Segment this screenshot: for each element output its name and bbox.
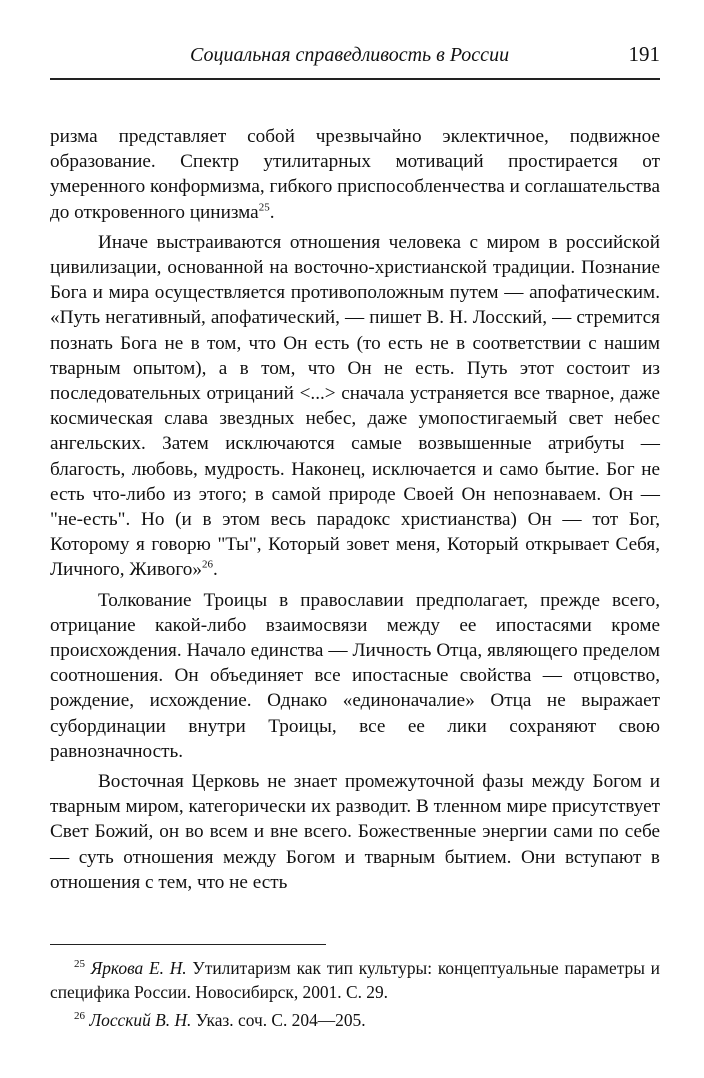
- page-header: [50, 38, 660, 82]
- paragraph-1: ризма представляет собой чрезвычайно эклектичное, подвижное образование. Спектр утилитарных мотиваций простирается от умеренного конформизма, гибкого приспособленчества и соглашательства до откровенного цинизма$^{25}$.: [50, 126, 660, 223]
- body-text: [50, 124, 660, 895]
- footnote-26: [50, 1008, 660, 1032]
- footnote-number: 26: [74, 1010, 85, 1023]
- footnote-text: Указ. соч. С. 204—205.: [195, 1010, 366, 1030]
- paragraph-4: Восточная Церковь не знает промежуточной фазы между Богом и тварным миром, категорически их разводит. В тленном мире присутствует Свет Божий, он во всем и вне всего. Божественные энергии сами по себе — суть отношения между Богом и тварным бытием. Они вступают в отношения с тем, что не есть: [50, 771, 660, 893]
- footnote-divider: [50, 944, 326, 945]
- footnotes: [50, 956, 660, 1036]
- header-divider: [50, 78, 660, 80]
- footnote-ref-26[interactable]: 26: [201, 559, 213, 572]
- paragraph-3: Толкование Троицы в православии предполагает, прежде всего, отрицание какой-либо взаимосвязи между ее ипостасями кроме происхождения. Начало единства — Личность Отца, являющего пределом соотношения. Он объединяет все ипостасные свойства — отцовство, рождение, исхождение. Однако «единоначалие» Отца не выражает субординации внутри Троицы, все ее лики сохраняют свою равнозначность.: [50, 589, 660, 762]
- footnote-25: [50, 956, 660, 1004]
- paragraph-2: Иначе выстраиваются отношения человека с миром в российской цивилизации, основанной на восточно-христианской традиции. Познание Бога и мира осуществляется противоположным путем — апофатическим. «Путь негативный, апофатический, — пишет В. Н. Лосский, — стремится познать Бога не в том, что Он есть (то есть не в соответствии с нашим тварным опытом), а в том, что Он не есть. Путь этот состоит из последовательных отрицаний <...> сначала устраняется все тварное, даже космическая слава звездных небес, даже умопостигаемый свет небес ангельских. Затем исключаются самые возвышенные атрибуты — благость, любовь, мудрость. Наконец, исключается и само бытие. Бог не есть что-либо из этого; в самой природе Своей Он непознаваем. Он — "не-есть". Но (и в этом весь парадокс христианства) Он — тот Бог, Которому я говорю "Ты", Который зовет меня, Который открывает Себя, Личного, Живого»$^{26}$.: [50, 231, 660, 581]
- footnote-ref-25[interactable]: 25: [258, 201, 270, 214]
- running-title: Социальная справедливость в России: [190, 44, 510, 66]
- page-number: 191: [628, 42, 660, 66]
- footnote-number: 25: [74, 958, 85, 971]
- footnote-author: Яркова Е. Н.: [90, 958, 187, 978]
- footnote-author: Лосский В. Н.: [89, 1010, 192, 1030]
- footnote-text: Утилитаризм как тип культуры: концептуальные параметры и специфика России. Новосибирск, 2001. С. 29.: [50, 958, 660, 1002]
